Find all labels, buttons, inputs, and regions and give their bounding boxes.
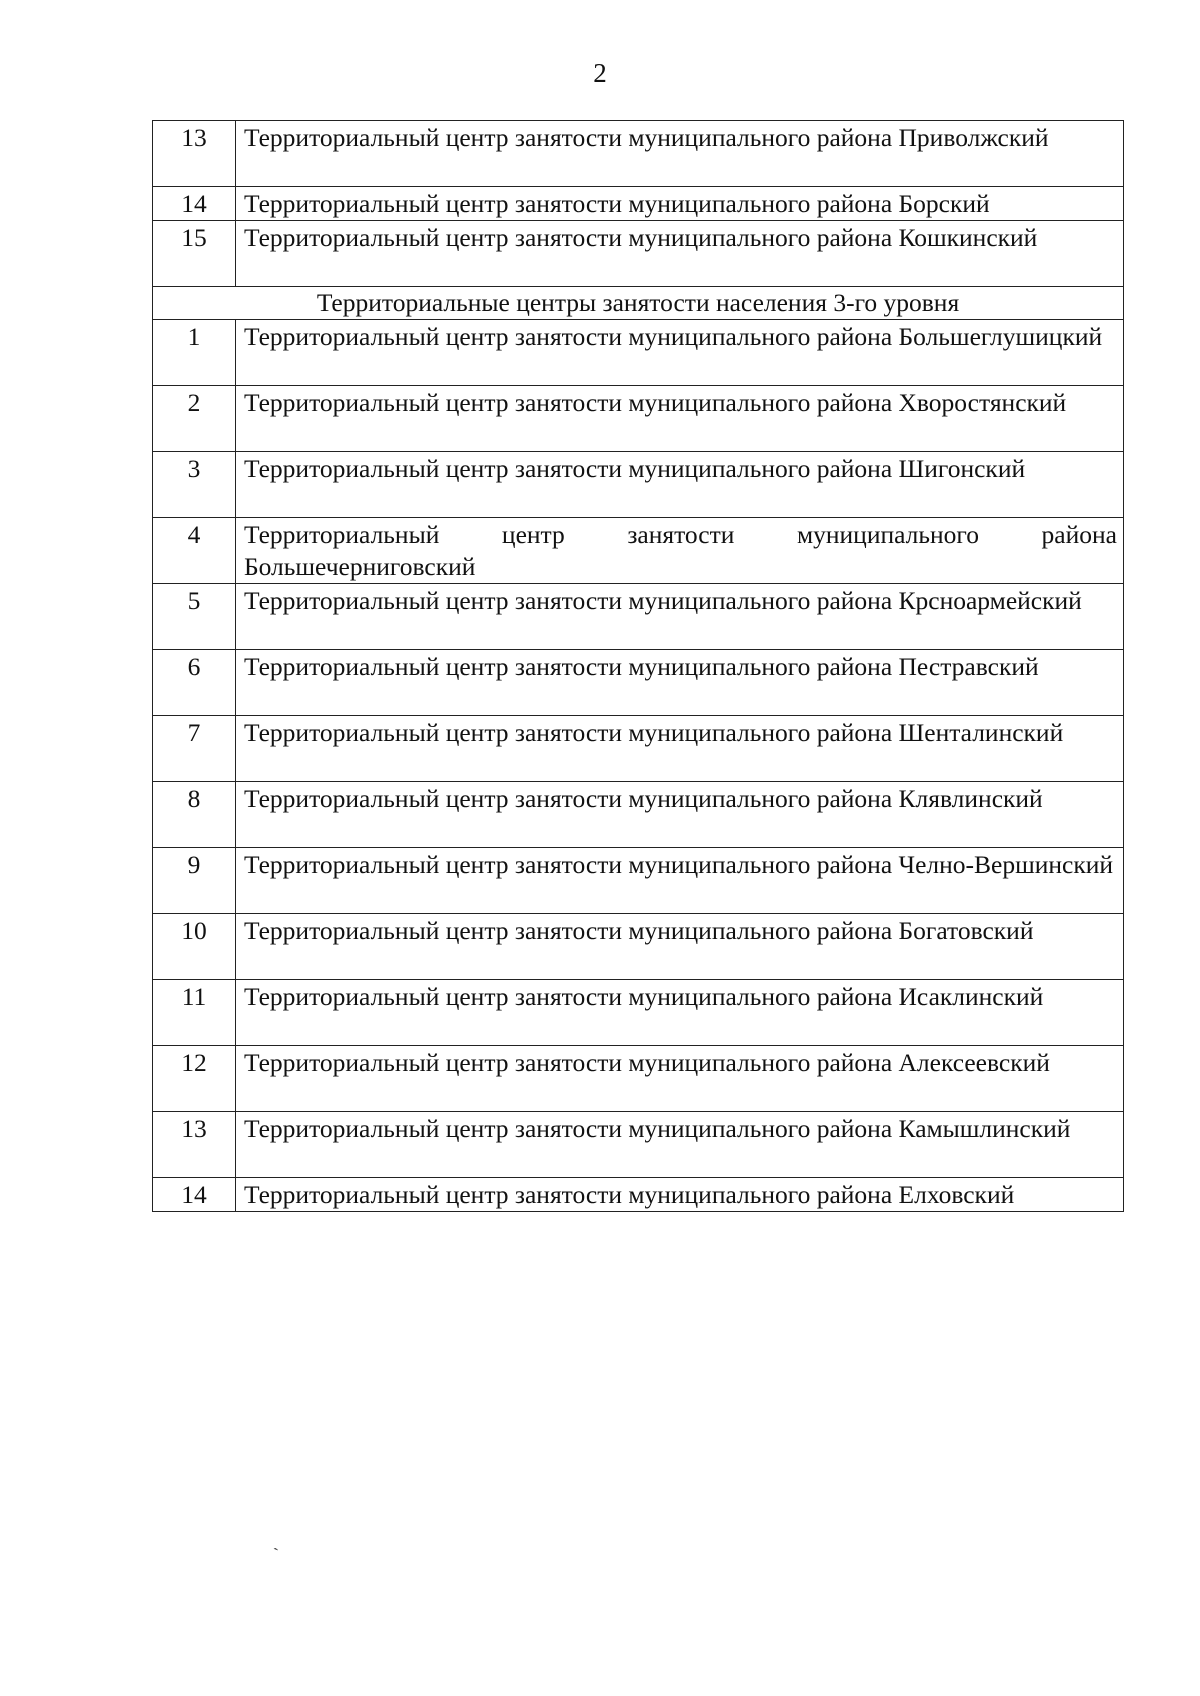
table-row: [153, 716, 1124, 782]
row-text: Территориальный центр занятости муниципального района Крсноармейский: [236, 584, 1124, 650]
table-row: [153, 1178, 1124, 1212]
row-number: 2: [153, 386, 236, 452]
row-number: 3: [153, 452, 236, 518]
row-number: 12: [153, 1046, 236, 1112]
row-number: 10: [153, 914, 236, 980]
row-text: Территориальный центр занятости муниципального района Шенталинский: [236, 716, 1124, 782]
table-row: [153, 518, 1124, 584]
employment-centers-table: [152, 120, 1124, 1212]
stray-mark: ˏ: [268, 1530, 280, 1552]
table-row: [153, 650, 1124, 716]
row-number: 15: [153, 221, 236, 287]
table-row: [153, 584, 1124, 650]
row-text: Территориальный центр занятости муниципального района Шигонский: [236, 452, 1124, 518]
table-row: [153, 386, 1124, 452]
row-text: Территориальный центр занятости муниципального района Клявлинский: [236, 782, 1124, 848]
row-text: Территориальный центр занятости муниципального района Кошкинский: [236, 221, 1124, 287]
row-number: 9: [153, 848, 236, 914]
row-number: 13: [153, 1112, 236, 1178]
table-row: [153, 320, 1124, 386]
table-row: [153, 187, 1124, 221]
row-number: 5: [153, 584, 236, 650]
row-number: 4: [153, 518, 236, 584]
row-text: Территориальный центр занятости муниципального района Елховский: [236, 1178, 1124, 1212]
row-number: 14: [153, 187, 236, 221]
row-text: Территориальный центр занятости муниципального района Челно-Вершинский: [236, 848, 1124, 914]
row-text: Территориальный центр занятости муниципального района Исаклинский: [236, 980, 1124, 1046]
table-row: [153, 1046, 1124, 1112]
table-row: [153, 848, 1124, 914]
table-row: [153, 914, 1124, 980]
section-header-row: [153, 287, 1124, 320]
row-number: 11: [153, 980, 236, 1046]
row-number: 1: [153, 320, 236, 386]
row-text: Территориальный центр занятости муниципального района Приволжский: [236, 121, 1124, 187]
row-text: Территориальный центр занятости муниципального района Хворостянский: [236, 386, 1124, 452]
table-row: [153, 452, 1124, 518]
row-text: Территориальный центр занятости муниципального района Борский: [236, 187, 1124, 221]
table-row: [153, 980, 1124, 1046]
row-number: 14: [153, 1178, 236, 1212]
row-text: Территориальный центр занятости муниципального района Алексеевский: [236, 1046, 1124, 1112]
row-text: Территориальный центр занятости муниципального района Камышлинский: [236, 1112, 1124, 1178]
row-text: Территориальный центр занятости муниципального района Большечерниговский: [236, 518, 1124, 584]
page-number: 2: [593, 58, 607, 88]
table-row: [153, 121, 1124, 187]
row-number: 7: [153, 716, 236, 782]
row-number: 6: [153, 650, 236, 716]
row-number: 13: [153, 121, 236, 187]
row-text: Территориальный центр занятости муниципального района Большеглушицкий: [236, 320, 1124, 386]
table-row: [153, 221, 1124, 287]
row-number: 8: [153, 782, 236, 848]
row-text: Территориальный центр занятости муниципального района Богатовский: [236, 914, 1124, 980]
row-text: Территориальный центр занятости муниципального района Пестравский: [236, 650, 1124, 716]
table-row: [153, 1112, 1124, 1178]
table-row: [153, 782, 1124, 848]
section-header: Территориальные центры занятости населения 3-го уровня: [153, 287, 1124, 320]
